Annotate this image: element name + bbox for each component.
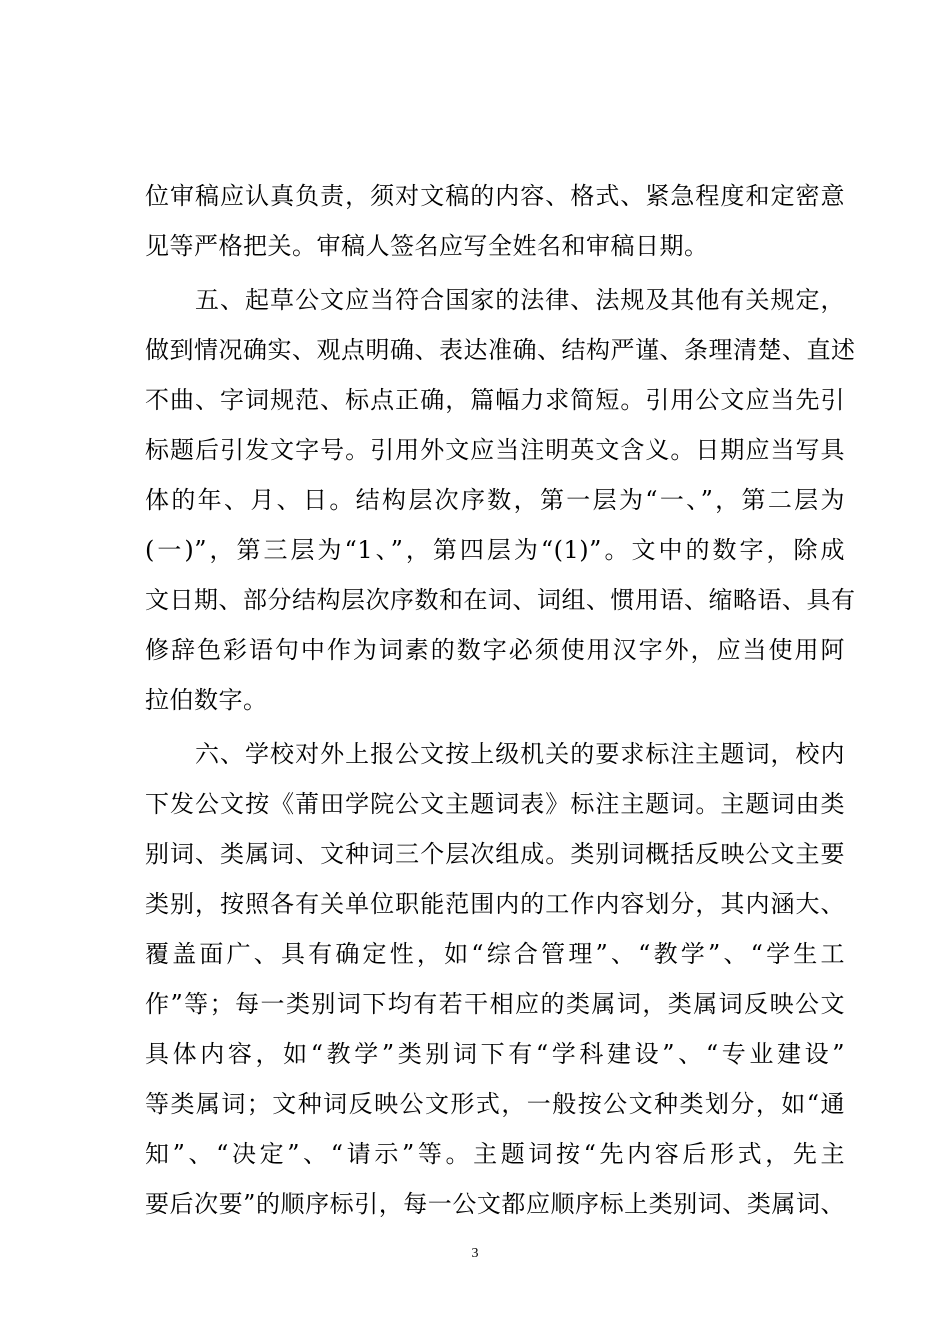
text-line: 知”、“决定”、“请示”等。主题词按“先内容后形式，先主: [145, 1140, 845, 1168]
page-number: 3: [471, 1246, 479, 1261]
text-line: 类别，按照各有关单位职能范围内的工作内容划分，其内涵大、: [145, 890, 845, 918]
text-line: 文日期、部分结构层次序数和在词、词组、惯用语、缩略语、具有: [145, 586, 856, 614]
text-line: 下发公文按《莆田学院公文主题词表》标注主题词。主题词由类: [145, 790, 845, 818]
text-line: 等类属词；文种词反映公文形式，一般按公文种类划分，如“通: [145, 1090, 845, 1118]
text-line: 位审稿应认真负责，须对文稿的内容、格式、紧急程度和定密意: [145, 182, 845, 210]
paragraph-start-line: 六、学校对外上报公文按上级机关的要求标注主题词，校内: [195, 740, 845, 768]
text-line: 覆盖面广、具有确定性，如“综合管理”、“教学”、“学生工: [145, 940, 845, 968]
text-line: 标题后引发文字号。引用外文应当注明英文含义。日期应当写具: [145, 436, 845, 464]
paragraph-start-line: 五、起草公文应当符合国家的法律、法规及其他有关规定，: [195, 286, 845, 314]
text-line: 作”等；每一类别词下均有若干相应的类属词，类属词反映公文: [145, 990, 845, 1018]
text-line: (一)”，第三层为“1、”，第四层为“(1)”。文中的数字，除成: [145, 536, 845, 564]
text-line: 别词、类属词、文种词三个层次组成。类别词概括反映公文主要: [145, 840, 845, 868]
text-line: 体的年、月、日。结构层次序数，第一层为“一、”，第二层为: [145, 486, 845, 514]
text-line: 做到情况确实、观点明确、表达准确、结构严谨、条理清楚、直述: [145, 336, 856, 364]
text-line: 具体内容，如“教学”类别词下有“学科建设”、“专业建设”: [145, 1040, 845, 1068]
text-line: 拉伯数字。: [145, 686, 268, 714]
text-line: 修辞色彩语句中作为词素的数字必须使用汉字外，应当使用阿: [145, 636, 845, 664]
text-line: 不曲、字词规范、标点正确，篇幅力求简短。引用公文应当先引: [145, 386, 845, 414]
text-line: 见等严格把关。审稿人签名应写全姓名和审稿日期。: [145, 232, 709, 260]
text-line: 要后次要”的顺序标引，每一公文都应顺序标上类别词、类属词、: [145, 1190, 845, 1218]
